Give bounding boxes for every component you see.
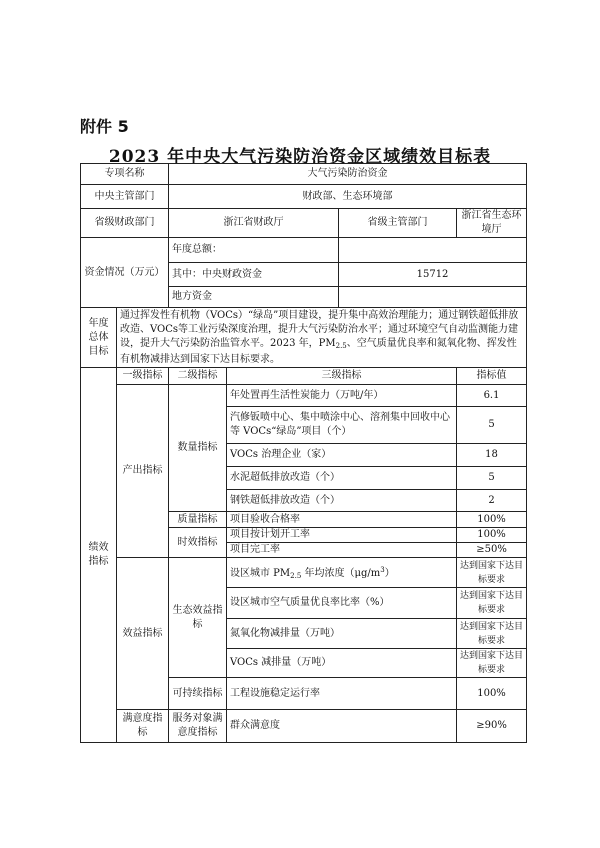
indicator-value: 达到国家下达目标要求 (457, 588, 527, 619)
indicator-value: 达到国家下达目标要求 (457, 619, 527, 649)
eco-benefit-indicator-label: 生态效益指标 (169, 558, 227, 678)
indicator-name: 群众满意度 (227, 710, 457, 743)
annual-goal-label: 年度总体目标 (81, 308, 117, 368)
prov-finance-value: 浙江省财政厅 (169, 209, 339, 238)
indicator-value: ≥50% (457, 543, 527, 558)
indicator-name: 汽修钣喷中心、集中喷涂中心、溶剂集中回收中心等 VOCs“绿岛”项目（个） (227, 407, 457, 444)
indicator-value: 5 (457, 407, 527, 444)
central-fund-value: 15712 (339, 263, 527, 287)
local-fund-label: 地方资金 (169, 287, 339, 308)
indicator-value: 100% (457, 678, 527, 710)
indicator-name: 项目验收合格率 (227, 512, 457, 528)
indicator-name (227, 558, 457, 588)
funding-label: 资金情况（万元） (81, 238, 169, 308)
annual-goal-text-part: 、空气质量优良率和氮氧化物、挥发性有机物减排达到国家下达目标要求。 (120, 337, 517, 365)
indicator-value: ≥90% (457, 710, 527, 743)
sustain-indicator-label: 可持续指标 (169, 678, 227, 710)
indicator-name: 水泥超低排放改造（个） (227, 467, 457, 490)
indicator-name: 年处置再生活性炭能力（万吨/年） (227, 385, 457, 407)
satisfaction-indicator-label: 满意度指标 (117, 710, 169, 743)
annual-goal-text (117, 308, 527, 368)
page-title: 2023 年中央大气污染防治资金区域绩效目标表 (108, 147, 492, 167)
central-dept-label: 中央主管部门 (81, 185, 169, 209)
indicator-value: 100% (457, 528, 527, 543)
indicator-name: 工程设施稳定运行率 (227, 678, 457, 710)
annual-goal-text-part: 通过挥发性有机物（VOCs）“绿岛”项目建设，提升集中高效治理能力；通过钢铁超低排放改造、VOCs等工业污染深度治理，提升大气污染防治水平；通过环境空气自动监测能力建设，提升大气污染防治监管水平。2023 年，PM (120, 309, 519, 349)
indicator-name-sup: 3 (380, 565, 385, 574)
indicator-value: 2 (457, 490, 527, 512)
prov-finance-label: 省级财政部门 (81, 209, 169, 238)
table-row (81, 308, 527, 368)
indicator-name: 项目完工率 (227, 543, 457, 558)
central-dept-value: 财政部、生态环境部 (169, 185, 527, 209)
indicator-name: 项目按计划开工率 (227, 528, 457, 543)
performance-label: 绩效指标 (81, 368, 117, 743)
annual-total-value (339, 238, 527, 263)
indicator-name: 设区城市空气质量优良率比率（%） (227, 588, 457, 619)
indicator-value: 18 (457, 444, 527, 467)
attachment-label: 附件 5 (80, 117, 129, 136)
table-row (81, 710, 527, 743)
col-level1-header: 一级指标 (117, 368, 169, 385)
table-row (81, 209, 527, 238)
table-row (81, 385, 527, 407)
annual-goal-text-sub: 2.5 (335, 341, 347, 350)
table-row (81, 164, 527, 185)
indicator-name-part: ） (384, 567, 395, 579)
quality-indicator-label: 质量指标 (169, 512, 227, 528)
indicator-value: 6.1 (457, 385, 527, 407)
table-row (81, 185, 527, 209)
col-level2-header: 二级指标 (169, 368, 227, 385)
annual-total-label: 年度总额： (169, 238, 339, 263)
fund-name-value: 大气污染防治资金 (169, 164, 527, 185)
prov-dept-label: 省级主管部门 (339, 209, 457, 238)
table-row (81, 368, 527, 385)
central-fund-label: 其中：中央财政资金 (169, 263, 339, 287)
indicator-name: 钢铁超低排放改造（个） (227, 490, 457, 512)
prov-dept-value: 浙江省生态环境厅 (457, 209, 527, 238)
indicator-name: 氮氧化物减排量（万吨） (227, 619, 457, 649)
quantity-indicator-label: 数量指标 (169, 385, 227, 512)
performance-goal-table (80, 163, 527, 743)
table-row (81, 238, 527, 263)
indicator-value: 达到国家下达目标要求 (457, 649, 527, 678)
service-satisfaction-label: 服务对象满意度指标 (169, 710, 227, 743)
indicator-name-part: 设区城市 PM (230, 567, 291, 579)
indicator-value: 100% (457, 512, 527, 528)
output-indicator-label: 产出指标 (117, 385, 169, 558)
fund-name-label: 专项名称 (81, 164, 169, 185)
local-fund-value (339, 287, 527, 308)
indicator-value: 达到国家下达目标要求 (457, 558, 527, 588)
indicator-name-part: 年均浓度（μg/m (301, 567, 381, 579)
col-value-header: 指标值 (457, 368, 527, 385)
timeliness-indicator-label: 时效指标 (169, 528, 227, 558)
table-row (81, 558, 527, 588)
indicator-value: 5 (457, 467, 527, 490)
indicator-name: VOCs 减排量（万吨） (227, 649, 457, 678)
indicator-name-sub: 2.5 (290, 571, 302, 580)
col-level3-header: 三级指标 (227, 368, 457, 385)
indicator-name: VOCs 治理企业（家） (227, 444, 457, 467)
benefit-indicator-label: 效益指标 (117, 558, 169, 710)
